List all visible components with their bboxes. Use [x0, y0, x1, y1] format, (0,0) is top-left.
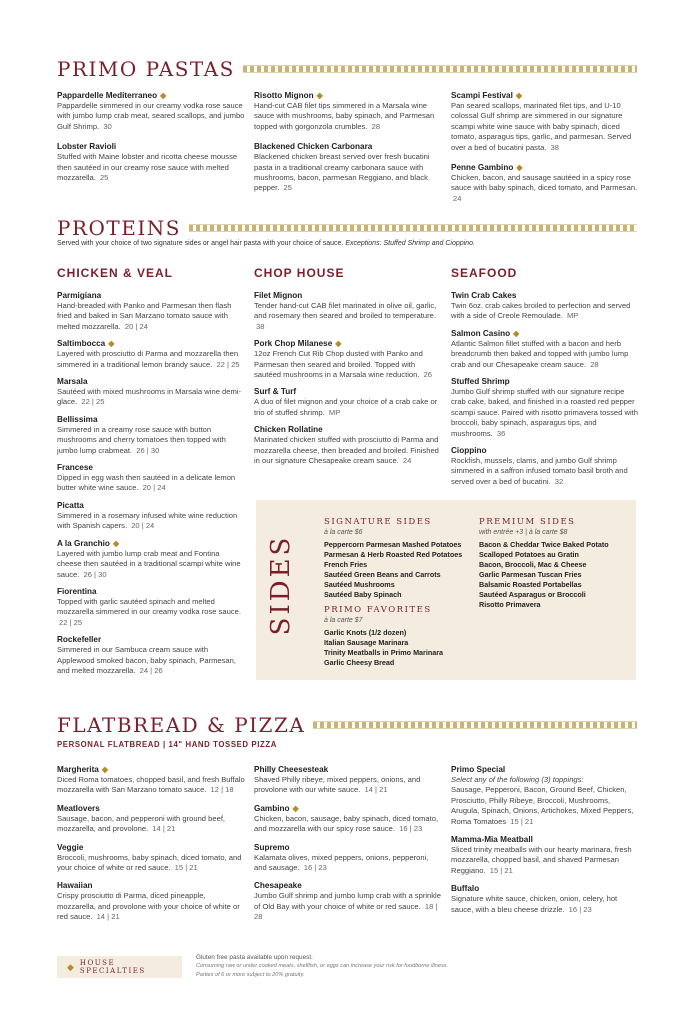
menu-item [57, 141, 245, 183]
menu-item-description: Dipped in egg wash then sautéed in a delicate lemon butter white wine sauce. 20 | 24 [57, 473, 236, 493]
primo-favorites-list [324, 628, 474, 668]
menu-item [254, 386, 442, 418]
side-item: Peppercorn Parmesan Mashed Potatoes [324, 540, 462, 550]
menu-item [57, 338, 245, 370]
flatbread-column-3 [451, 764, 639, 922]
menu-item-name: Hawaiian [57, 881, 93, 891]
menu-item-description: Signature white sauce, chicken, onion, celery, hot sauce, with a bleu cheese drizzle. 16 | 23 [451, 894, 618, 914]
menu-item [451, 883, 639, 915]
menu-item-description: Pappardelle simmered in our creamy vodka rose sauce with jumbo lump crab meat, seared scallops, and jumbo Gulf Shrimp. 30 [57, 101, 245, 131]
menu-item-price: 14 | 21 [152, 824, 176, 834]
primo-favorites-price: à la carte $7 [324, 616, 363, 624]
house-specialties-label: HOUSE SPECIALTIES [79, 959, 146, 975]
menu-item [254, 764, 442, 796]
menu-item-price: 32 [554, 476, 564, 486]
menu-item [451, 90, 639, 153]
menu-item [451, 290, 639, 322]
section-rule [313, 721, 637, 729]
raw-food-warning: Consuming raw or under cooked meats, shellfish, or eggs can increase your risk for foodborne illness. [196, 963, 449, 969]
menu-item-name: Primo Special [451, 765, 506, 774]
menu-item-price: 20 | 24 [124, 321, 148, 331]
primo-favorites-title: PRIMO FAVORITES [324, 605, 432, 616]
menu-item [254, 424, 442, 466]
menu-item-price: 12 | 18 [210, 785, 234, 795]
menu-item [57, 538, 245, 580]
menu-item [451, 445, 639, 487]
menu-item [254, 290, 442, 332]
section-rule [189, 224, 637, 232]
menu-item-price: 38 [550, 142, 559, 152]
proteins-title: PROTEINS [57, 216, 181, 240]
menu-item-price: MP [566, 311, 579, 321]
menu-item-description: Pan seared scallops, marinated filet tips, and U-10 colossal Gulf shrimp are simmered in our signature scampi white wine sauce with baby spinach, diced tomato, asparagus tips, garlic, and parmesan. Served over a bed of bucatini pasta. 38 [451, 101, 632, 152]
menu-item-name: Picatta [57, 500, 84, 510]
signature-sides-list [324, 540, 474, 600]
menu-item-name: Surf & Turf [254, 387, 297, 397]
menu-item [57, 803, 245, 835]
menu-item-name: Meatlovers [57, 803, 100, 813]
menu-item [451, 834, 639, 876]
menu-item-price: 24 [453, 193, 462, 203]
menu-item-description: Hand-cut CAB filet tips simmered in a Marsala wine sauce with mushrooms, baby spinach, and Parmesan topped with gorgonzola crumbles. 28 [254, 101, 435, 131]
diamond-icon: ◆ [515, 91, 523, 100]
section-rule [243, 65, 637, 73]
menu-item [57, 414, 245, 456]
menu-item-description: Sautéed with mixed mushrooms in Marsala wine demi-glace. 22 | 25 [57, 387, 242, 407]
premium-sides-price: with entrée +3 | à la carte $8 [479, 528, 568, 536]
flatbread-title: FLATBREAD & PIZZA [57, 713, 306, 737]
menu-item [451, 764, 639, 827]
diamond-icon: ◆ [513, 328, 520, 338]
menu-item-description: Diced Roma tomatoes, chopped basil, and fresh Buffalo mozzarella with San Marzano tomato sauce. 12 | 18 [57, 775, 245, 795]
menu-item-name: Mamma-Mia Meatball [451, 835, 533, 845]
menu-item-price: 16 | 23 [303, 863, 327, 873]
signature-sides [324, 518, 474, 668]
menu-item-price: 36 [496, 428, 506, 438]
menu-item-description: Topped with garlic sautéed spinach and melted mozzarella simmered in our creamy vodka rose sauce. 22 | 25 [57, 596, 242, 627]
proteins-note [57, 240, 475, 247]
sides-vertical-title [266, 520, 296, 650]
menu-item-name: Salmon Casino ◆ [451, 328, 520, 338]
chicken-veal-title: CHICKEN & VEAL [57, 266, 174, 280]
menu-item-name: Parmigiana [57, 291, 102, 300]
menu-item-price: 24 | 26 [139, 665, 163, 675]
chop-house-column [254, 290, 442, 472]
menu-item-name: Gambino ◆ [254, 803, 299, 813]
menu-item [57, 880, 245, 922]
menu-item-description: Simmered in a rosemary infused white wine reduction with Spanish capers. 20 | 24 [57, 510, 238, 531]
menu-item-price: 15 | 21 [174, 863, 198, 873]
menu-item-description: 12oz French Cut Rib Chop dusted with Panko and Parmesan then seared and broiled. Topped with sautéed mushrooms in a Marsala wine reduction. 26 [254, 349, 433, 380]
gluten-note: Gluten free pasta available upon request. [196, 954, 313, 961]
primo-pastas-title: PRIMO PASTAS [57, 57, 235, 81]
diamond-icon: ◆ [160, 91, 167, 100]
side-item: Garlic Knots (1/2 dozen) [324, 628, 407, 638]
menu-item-name: Stuffed Shrimp [451, 377, 510, 387]
menu-item [57, 586, 245, 628]
diamond-icon: ◆ [335, 339, 342, 349]
pasta-column-1 [57, 90, 245, 192]
menu-item [57, 764, 245, 796]
menu-item-name: Francese [57, 463, 93, 473]
menu-item-description: A duo of filet mignon and your choice of a crab cake or trio of stuffed shrimp. MP [254, 397, 438, 417]
menu-item-price: 15 | 21 [510, 816, 534, 826]
menu-item-price: 28 [590, 359, 599, 369]
menu-item [254, 842, 442, 874]
side-item: Trinity Meatballs in Primo Marinara [324, 648, 444, 658]
side-item: Sautéed Baby Spinach [324, 590, 402, 600]
menu-item [254, 880, 442, 922]
menu-item-description: Layered with jumbo lump crab meat and Fontina cheese then sautéed in a traditional scampi white wine sauce. 26 | 30 [57, 548, 241, 579]
menu-item-price: 16 | 23 [399, 824, 423, 834]
menu-item-description: Hand-breaded with Panko and Parmesan then flash fried and baked in San Marzano tomato sauce with melted mozzarella. 20 | 24 [57, 301, 232, 331]
menu-item-price: 22 | 25 [81, 397, 105, 407]
proteins-note-exceptions: Exceptions: Stuffed Shrimp and Cioppino. [345, 240, 475, 247]
menu-item-price: 18 | 28 [254, 901, 438, 922]
side-item: Scalloped Potatoes au Gratin [479, 550, 579, 560]
menu-item [57, 290, 245, 332]
menu-item [254, 338, 442, 380]
menu-item-name: Buffalo [451, 884, 480, 894]
menu-item-description: Shaved Philly ribeye, mixed peppers, onions, and provolone with our white sauce. 14 | 21 [254, 775, 421, 795]
flatbread-subtitle: PERSONAL FLATBREAD | 14" HAND TOSSED PIZZA [57, 740, 277, 749]
menu-item-price: 26 [423, 370, 433, 380]
menu-item-price: 25 [99, 173, 109, 183]
menu-item [57, 376, 245, 408]
menu-item [254, 803, 442, 835]
menu-item-description: Tender hand-cut CAB filet marinated in olive oil, garlic, and rosemary then seared and broiled to temperature. 38 [254, 301, 437, 331]
diamond-icon: ◆ [67, 961, 74, 972]
side-item: Bacon, Broccoli, Mac & Cheese [479, 560, 587, 570]
menu-item-name: Rockefeller [57, 635, 102, 645]
menu-item-description: Twin 6oz. crab cakes broiled to perfection and served with a side of Creole Remoulade. MP [451, 301, 631, 321]
footer-notes [196, 953, 448, 980]
menu-item [451, 328, 639, 370]
menu-item-price: 28 [371, 121, 381, 131]
menu-item [254, 90, 442, 132]
menu-item-name: Fiorentina [57, 586, 97, 596]
menu-item-description: Crispy prosciutto di Parma, diced pineapple, mozzarella, and provolone with your choice of white or red sauce. 14 | 21 [57, 891, 240, 922]
menu-item-name: Pork Chop Milanese ◆ [254, 339, 342, 349]
signature-sides-title: SIGNATURE SIDES [324, 517, 432, 527]
menu-item-description: Simmered in a creamy rose sauce with button mushrooms and cherry tomatoes then topped with jumbo lump crabmeat. 26 | 30 [57, 424, 226, 455]
pasta-column-3 [451, 90, 639, 213]
menu-item-price: 38 [256, 321, 265, 331]
side-item: Sautéed Green Beans and Carrots [324, 570, 441, 580]
house-specialties-badge [57, 956, 182, 978]
menu-item-name: Saltimbocca ◆ [57, 339, 115, 349]
menu-item-name: Chicken Rollatine [254, 425, 323, 435]
side-item: Italian Sausage Marinara [324, 638, 409, 648]
flatbread-column-2 [254, 764, 442, 930]
side-item: Garlic Parmesan Tuscan Fries [479, 570, 582, 580]
side-item: Parmesan & Herb Roasted Red Potatoes [324, 550, 463, 560]
flatbread-column-1 [57, 764, 245, 930]
diamond-icon: ◆ [316, 91, 323, 100]
menu-item-description: Chicken, bacon, sausage, baby spinach, diced tomato, and mozzarella with our spicy rose sauce. 16 | 23 [254, 813, 439, 834]
side-item: Bacon & Cheddar Twice Baked Potato [479, 540, 609, 550]
menu-item-description: Kalamata olives, mixed peppers, onions, pepperoni, and sausage. 16 | 23 [254, 852, 429, 873]
seafood-title: SEAFOOD [451, 266, 518, 280]
menu-item-description: Sliced trinity meatballs with our hearty marinara, fresh mozzarella, chopped basil, and shaved Parmesan Reggiano. 15 | 21 [451, 845, 632, 875]
primo-pastas-header [57, 57, 637, 81]
side-item: Risotto Primavera [479, 600, 541, 610]
side-item: French Fries [324, 560, 368, 570]
menu-item [57, 90, 245, 132]
gratuity-note: Parties of 6 or more subject to 20% gratuity. [196, 972, 305, 978]
menu-item-name: Lobster Ravioli [57, 142, 117, 152]
menu-item-name: Marsala [57, 377, 88, 387]
menu-item-description: Simmered in our Sambuca cream sauce with Applewood smoked bacon, baby spinach, Parmesan, and melted mozzarella. 24 | 26 [57, 645, 236, 675]
sides-title: SIDES [266, 534, 296, 636]
menu-item-description: Broccoli, mushrooms, baby spinach, diced tomato, and your choice of white or red sauce. 15 | 21 [57, 852, 242, 873]
premium-sides-title: PREMIUM SIDES [479, 517, 576, 527]
side-item: Sautéed Asparagus or Broccoli [479, 590, 586, 600]
diamond-icon: ◆ [292, 803, 299, 813]
proteins-note-text: Served with your choice of two signature sides or angel hair pasta with your choice of sauce. [57, 240, 344, 247]
menu-item [57, 842, 245, 874]
side-item: Garlic Cheesy Bread [324, 658, 395, 668]
menu-item-name: Blackened Chicken Carbonara [254, 142, 373, 152]
seafood-column [451, 290, 639, 493]
menu-item-name: Chesapeake [254, 881, 302, 891]
menu-item-name: Filet Mignon [254, 291, 303, 300]
menu-item-description: Sausage, bacon, and pepperoni with ground beef, mozzarella, and provolone. 14 | 21 [57, 813, 226, 834]
menu-item [57, 634, 245, 676]
proteins-header [57, 216, 637, 240]
menu-item-price: 14 | 21 [364, 785, 388, 795]
menu-item [451, 162, 639, 204]
menu-item-name: Margherita ◆ [57, 765, 109, 774]
menu-item-description: Chicken, bacon, and sausage sautéed in a spicy rose sauce with baby spinach, diced tomato, and Parmesan. 24 [451, 173, 638, 203]
menu-item-price: 26 | 30 [83, 569, 107, 579]
menu-item-name: Scampi Festival ◆ [451, 91, 523, 100]
diamond-icon: ◆ [108, 339, 115, 349]
menu-item [57, 462, 245, 494]
menu-item-name: Penne Gambino ◆ [451, 163, 523, 173]
side-item: Sautéed Mushrooms [324, 580, 395, 590]
menu-item-name: Philly Cheesesteak [254, 765, 329, 774]
chop-house-title: CHOP HOUSE [254, 266, 345, 280]
menu-item-price: 14 | 21 [96, 912, 120, 922]
menu-item-description: Rockfish, mussels, clams, and jumbo Gulf shrimp simmered in a saffron infused tomato basil broth and served over a bed of bucatini. 32 [451, 456, 628, 486]
menu-item-price: 30 [103, 121, 112, 131]
menu-item-price: 15 | 21 [489, 865, 513, 875]
menu-item-price: 26 | 30 [136, 445, 160, 455]
menu-item-name: Risotto Mignon ◆ [254, 91, 323, 100]
menu-item-description: Blackened chicken breast served over fresh bucatini pasta in a traditional creamy carbonara sauce with mushrooms, bacon, parmesan Reggiano, and black pepper. 25 [254, 152, 430, 193]
menu-item [451, 376, 639, 439]
menu-item-description: Jumbo Gulf shrimp stuffed with our signature recipe crab cake, baked, and finished in a roasted red pepper scampi sauce. Paired with risotto primavera tossed with broccoli, baby spinach, asparagus tips, and mushrooms. 36 [451, 387, 638, 438]
side-item: Balsamic Roasted Portabellas [479, 580, 582, 590]
diamond-icon: ◆ [101, 765, 109, 774]
menu-item-name: Pappardelle Mediterraneo ◆ [57, 91, 167, 100]
menu-item-price: 20 | 24 [142, 483, 166, 493]
menu-item-name: Twin Crab Cakes [451, 291, 517, 300]
menu-item [254, 141, 442, 194]
menu-item-price: 25 [283, 183, 292, 193]
chicken-veal-column [57, 290, 245, 682]
menu-item-description: Marinated chicken stuffed with prosciutto di Parma and mozzarella cheese, then breaded and broiled. Finished in our signature Chesapeake cream sauce. 24 [254, 435, 439, 466]
menu-item-price: MP [328, 407, 341, 417]
menu-item-name: Veggie [57, 842, 84, 852]
menu-item-description: Jumbo Gulf shrimp and jumbo lump crab with a sprinkle of Old Bay with your choice of white or red sauce. 18 | 28 [254, 891, 441, 922]
menu-item-description: Layered with prosciutto di Parma and mozzarella then simmered in a traditional lemon brandy sauce. 22 | 25 [57, 349, 240, 369]
menu-item-price: 22 | 25 [59, 617, 83, 627]
menu-item-description: Select any of the following (3) toppings: Sausage, Pepperoni, Bacon, Ground Beef, Chicken, Prosciutto, Philly Ribeye, Broccoli, Mushrooms, Arugula, Spinach, Onions, Artichokes, Mixed Peppers, Roma Tomatoes 15 | 21 [451, 775, 634, 826]
menu-item-description: Atlantic Salmon fillet stuffed with a bacon and herb breadcrumb then baked and topped with jumbo lump crab and our Chesapeake cream sauce. 28 [451, 338, 629, 369]
signature-sides-price: à la carte $6 [324, 528, 363, 536]
pasta-column-2 [254, 90, 442, 203]
menu-item-price: 24 [402, 456, 412, 466]
menu-item-price: 22 | 25 [216, 359, 240, 369]
diamond-icon: ◆ [516, 163, 523, 173]
menu-item-price: 16 | 23 [568, 904, 592, 914]
menu-item-description: Stuffed with Maine lobster and ricotta cheese mousse then sautéed in our creamy rose sauce with melted mozzarella. 25 [57, 152, 238, 183]
diamond-icon: ◆ [112, 538, 120, 548]
menu-item-name: Bellissima [57, 414, 98, 424]
menu-item-name: A la Granchio ◆ [57, 538, 120, 548]
menu-item [57, 500, 245, 532]
menu-item-name: Supremo [254, 842, 290, 852]
premium-sides-list [479, 540, 629, 610]
menu-item-price: 20 | 24 [131, 521, 155, 531]
flatbread-header [57, 713, 637, 737]
premium-sides [479, 518, 629, 610]
menu-item-name: Cioppino [451, 446, 487, 456]
